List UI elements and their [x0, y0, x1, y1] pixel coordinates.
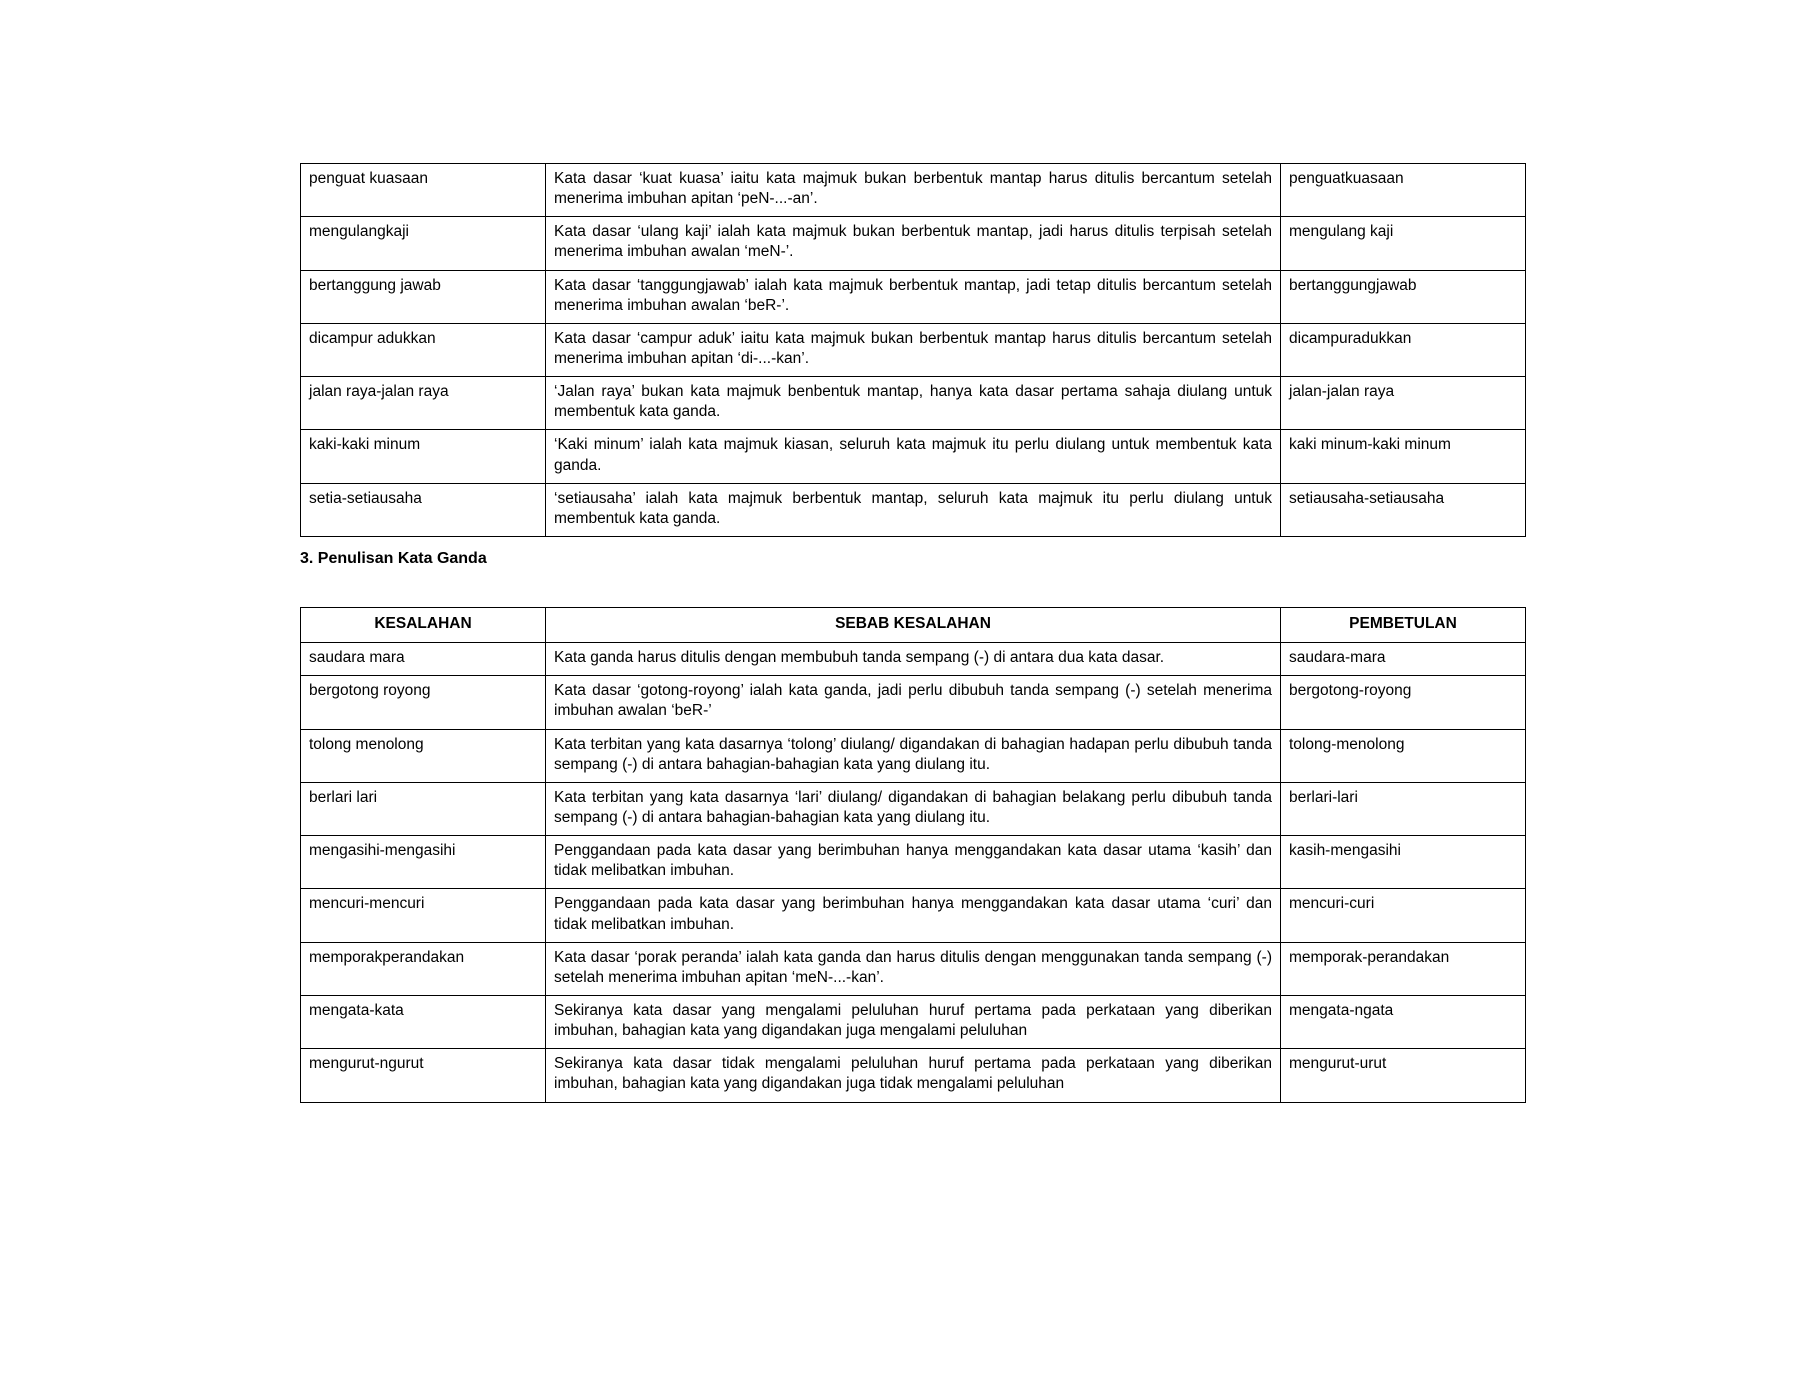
cell-sebab: Kata ganda harus ditulis dengan membubuh tanda sempang (-) di antara dua kata dasar.: [546, 643, 1281, 676]
cell-sebab: ‘Kaki minum’ ialah kata majmuk kiasan, seluruh kata majmuk itu perlu diulang untuk membentuk kata ganda.: [546, 430, 1281, 483]
table-row: [301, 676, 1526, 729]
table-row: [301, 995, 1526, 1048]
cell-pembetulan: mengata-ngata: [1281, 995, 1526, 1048]
cell-kesalahan: mengata-kata: [301, 995, 546, 1048]
cell-sebab: Kata terbitan yang kata dasarnya ‘lari’ diulang/ digandakan di bahagian belakang perlu dibubuh tanda sempang (-) di antara bahagian-bahagian kata yang diulang itu.: [546, 782, 1281, 835]
column-header-pembetulan: PEMBETULAN: [1281, 608, 1526, 643]
cell-kesalahan: dicampur adukkan: [301, 323, 546, 376]
cell-kesalahan: kaki-kaki minum: [301, 430, 546, 483]
cell-kesalahan: jalan raya-jalan raya: [301, 377, 546, 430]
cell-kesalahan: mengurut-ngurut: [301, 1049, 546, 1102]
table-header-row: [301, 608, 1526, 643]
cell-sebab: Kata dasar ‘tanggungjawab’ ialah kata majmuk berbentuk mantap, jadi tetap ditulis bercantum setelah menerima imbuhan awalan ‘beR-’.: [546, 270, 1281, 323]
cell-kesalahan: bertanggung jawab: [301, 270, 546, 323]
table-row: [301, 836, 1526, 889]
cell-pembetulan: setiausaha-setiausaha: [1281, 483, 1526, 536]
cell-pembetulan: bertanggungjawab: [1281, 270, 1526, 323]
cell-pembetulan: jalan-jalan raya: [1281, 377, 1526, 430]
table-row: [301, 377, 1526, 430]
cell-pembetulan: mengulang kaji: [1281, 217, 1526, 270]
table-penulisan-kata-ganda: [300, 607, 1526, 1103]
cell-sebab: ‘setiausaha’ ialah kata majmuk berbentuk mantap, seluruh kata majmuk itu perlu diulang untuk membentuk kata ganda.: [546, 483, 1281, 536]
cell-sebab: Kata dasar ‘campur aduk’ iaitu kata majmuk bukan berbentuk mantap harus ditulis bercantum setelah menerima imbuhan apitan ‘di-...-kan’.: [546, 323, 1281, 376]
cell-pembetulan: memporak-perandakan: [1281, 942, 1526, 995]
cell-kesalahan: setia-setiausaha: [301, 483, 546, 536]
table-row: [301, 217, 1526, 270]
cell-sebab: Kata dasar ‘gotong-royong’ ialah kata ganda, jadi perlu dibubuh tanda sempang (-) setelah menerima imbuhan awalan ‘beR-’: [546, 676, 1281, 729]
cell-sebab: Penggandaan pada kata dasar yang berimbuhan hanya menggandakan kata dasar utama ‘kasih’ dan tidak melibatkan imbuhan.: [546, 836, 1281, 889]
table-row: [301, 942, 1526, 995]
table-row: [301, 889, 1526, 942]
table-penulisan-kata-majmuk: [300, 163, 1526, 537]
cell-pembetulan: mencuri-curi: [1281, 889, 1526, 942]
cell-sebab: Kata terbitan yang kata dasarnya ‘tolong’ diulang/ digandakan di bahagian hadapan perlu dibubuh tanda sempang (-) di antara bahagian-bahagian kata yang diulang itu.: [546, 729, 1281, 782]
cell-kesalahan: tolong menolong: [301, 729, 546, 782]
table-row: [301, 1049, 1526, 1102]
cell-kesalahan: saudara mara: [301, 643, 546, 676]
cell-kesalahan: penguat kuasaan: [301, 164, 546, 217]
column-header-sebab-kesalahan: SEBAB KESALAHAN: [546, 608, 1281, 643]
cell-sebab: Sekiranya kata dasar yang mengalami peluluhan huruf pertama pada perkataan yang diberikan imbuhan, bahagian kata yang digandakan juga mengalami peluluhan: [546, 995, 1281, 1048]
table-row: [301, 782, 1526, 835]
cell-sebab: Kata dasar ‘kuat kuasa’ iaitu kata majmuk bukan berbentuk mantap harus ditulis bercantum setelah menerima imbuhan apitan ‘peN-...-an’.: [546, 164, 1281, 217]
cell-pembetulan: kaki minum-kaki minum: [1281, 430, 1526, 483]
cell-kesalahan: mencuri-mencuri: [301, 889, 546, 942]
cell-pembetulan: mengurut-urut: [1281, 1049, 1526, 1102]
cell-pembetulan: kasih-mengasihi: [1281, 836, 1526, 889]
cell-kesalahan: bergotong royong: [301, 676, 546, 729]
table-row: [301, 323, 1526, 376]
cell-sebab: Kata dasar ‘ulang kaji’ ialah kata majmuk bukan berbentuk mantap, jadi harus ditulis terpisah setelah menerima imbuhan awalan ‘meN-’.: [546, 217, 1281, 270]
cell-kesalahan: mengasihi-mengasihi: [301, 836, 546, 889]
table-row: [301, 643, 1526, 676]
cell-pembetulan: berlari-lari: [1281, 782, 1526, 835]
cell-pembetulan: saudara-mara: [1281, 643, 1526, 676]
cell-sebab: ‘Jalan raya’ bukan kata majmuk benbentuk mantap, hanya kata dasar pertama sahaja diulang untuk membentuk kata ganda.: [546, 377, 1281, 430]
table-row: [301, 270, 1526, 323]
section-heading: 3. Penulisan Kata Ganda: [300, 550, 487, 567]
table-row: [301, 430, 1526, 483]
cell-kesalahan: memporakperandakan: [301, 942, 546, 995]
cell-pembetulan: bergotong-royong: [1281, 676, 1526, 729]
column-header-kesalahan: KESALAHAN: [301, 608, 546, 643]
cell-kesalahan: mengulangkaji: [301, 217, 546, 270]
cell-kesalahan: berlari lari: [301, 782, 546, 835]
cell-sebab: Penggandaan pada kata dasar yang berimbuhan hanya menggandakan kata dasar utama ‘curi’ dan tidak melibatkan imbuhan.: [546, 889, 1281, 942]
table-row: [301, 729, 1526, 782]
cell-sebab: Kata dasar ‘porak peranda’ ialah kata ganda dan harus ditulis dengan menggunakan tanda sempang (-) setelah menerima imbuhan apitan ‘meN-...-kan’.: [546, 942, 1281, 995]
cell-sebab: Sekiranya kata dasar tidak mengalami peluluhan huruf pertama pada perkataan yang diberikan imbuhan, bahagian kata yang digandakan juga tidak mengalami peluluhan: [546, 1049, 1281, 1102]
table-row: [301, 483, 1526, 536]
table-row: [301, 164, 1526, 217]
cell-pembetulan: penguatkuasaan: [1281, 164, 1526, 217]
cell-pembetulan: dicampuradukkan: [1281, 323, 1526, 376]
cell-pembetulan: tolong-menolong: [1281, 729, 1526, 782]
